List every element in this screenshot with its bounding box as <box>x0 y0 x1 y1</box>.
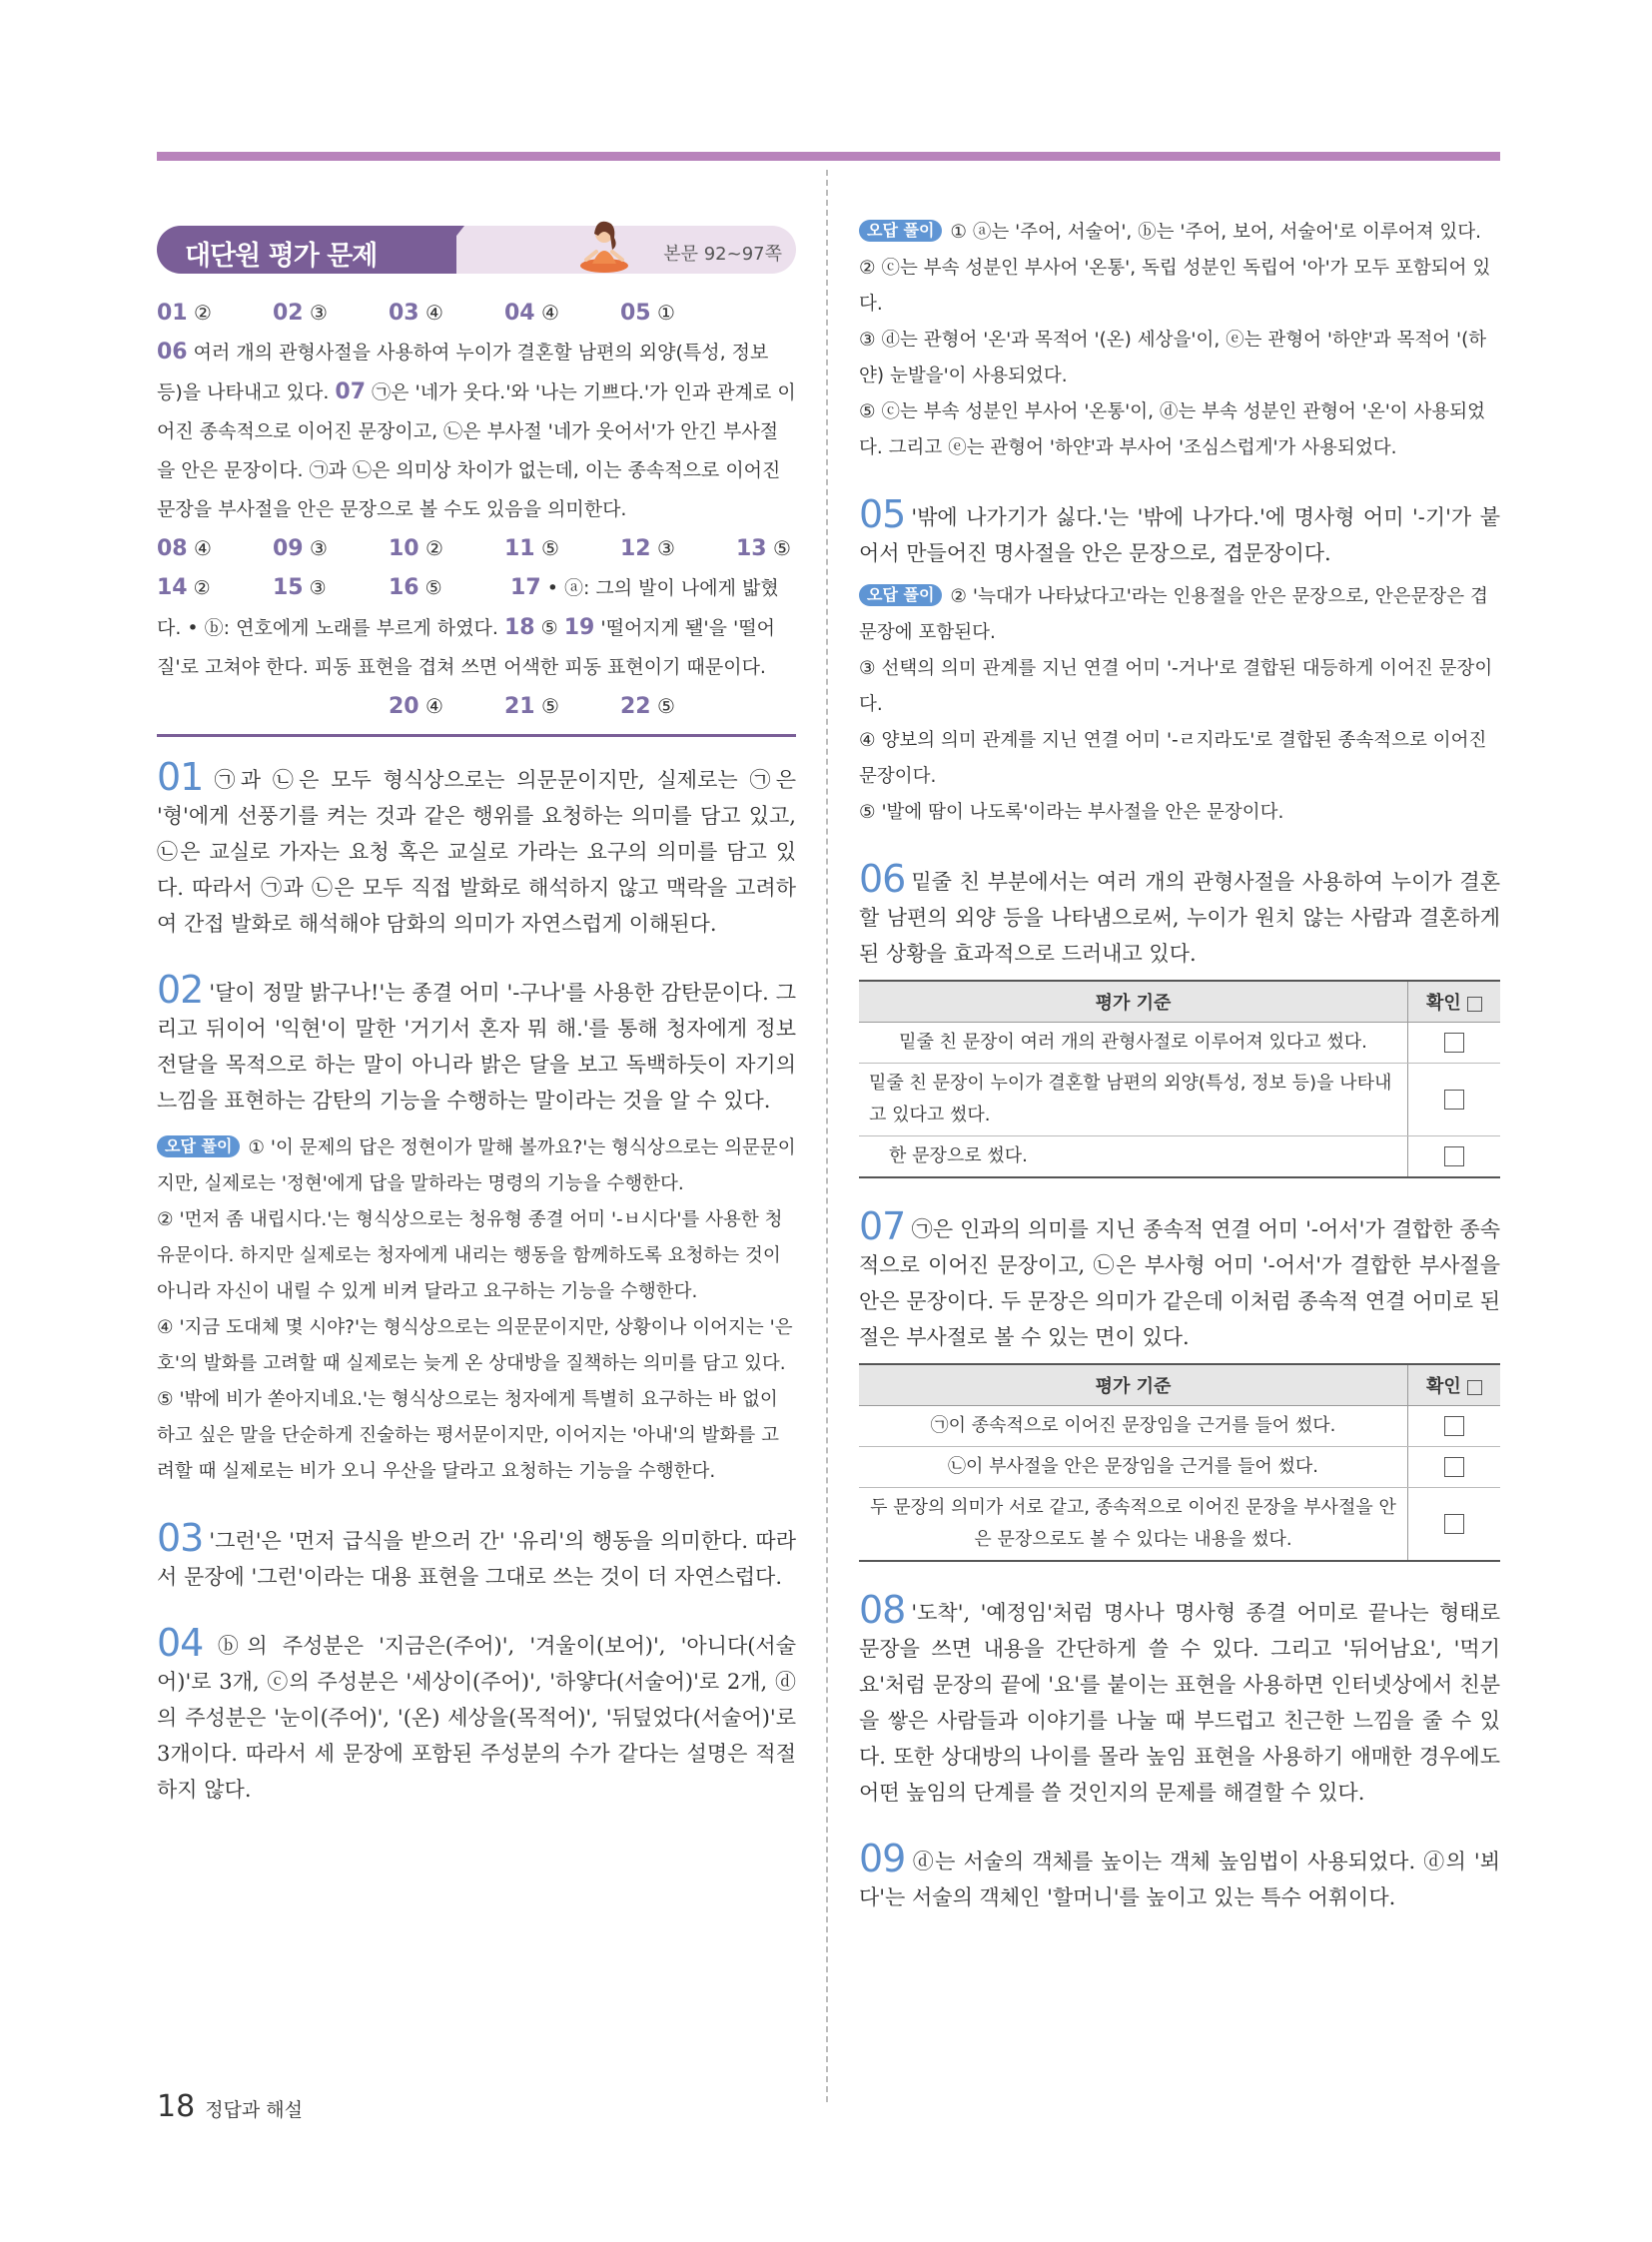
wrong-answer-badge: 오답 풀이 <box>859 220 942 242</box>
table-row: 한 문장으로 썼다. <box>859 1136 1500 1178</box>
criteria-header: 평가 기준 <box>859 1364 1408 1406</box>
explanation-02: 02 '달이 정말 밝구나!'는 종결 어미 '-구나'를 사용한 감탄문이다. 그리고 뒤이어 '익현'이 말한 '거기서 혼자 뭐 해.'를 통해 청자에게 정보 전달을 목적으로 하는 말이 아니라 밝은 달을 보고 독백하듯이 자기의 느낌을 표현하는 감탄의 기능을 수행하는 말이라는 것을 알 수 있다. <box>157 968 796 1113</box>
left-column <box>157 222 796 1838</box>
answer-item: 22 ⑤ <box>620 694 675 719</box>
explanation-08: 08 '도착', '예정임'처럼 명사나 명사형 종결 어미로 끝나는 형태로 문장을 쓰면 내용을 간단하게 쓸 수 있다. 그리고 '뒤어남요', '먹기요'처럼 문장의 끝에 '요'를 붙이는 표현을 사용하면 인터넷상에서 친분을 쌓은 사람들과 이야기를 나눌 때 부드럽고 친근한 느낌을 줄 수 있다. 또한 상대방의 나이를 몰라 높임 표현을 사용하기 애매한 경우에도 어떤 높임의 단계를 쓸 것인지의 문제를 해결할 수 있다. <box>859 1588 1500 1805</box>
wrong-answer-05: 오답 풀이 ② '늑대가 나타났다고'라는 인용절을 안은 문장으로, 안은문장은 겹문장에 포함된다. ③ 선택의 의미 관계를 지닌 연결 어미 '-거나'로 결합된 대등하게 이어진 문장이다. ④ 양보의 의미 관계를 지닌 연결 어미 '-ㄹ지라도'로 결합된 종속적으로 이어진 문장이다. ⑤ '발에 땀이 나도록'이라는 부사절을 안은 문장이다. <box>859 585 1493 823</box>
check-box[interactable] <box>1444 1416 1464 1436</box>
page-number: 18 <box>157 2089 196 2124</box>
answer-grid <box>157 294 796 726</box>
explanation-04: 04 ⓑ의 주성분은 '지금은(주어)', '겨울이(보어)', '아니다(서술어)'로 3개, ⓒ의 주성분은 '세상이(주어)', '하얗다(서술어)'로 2개, ⓓ의 주성분은 '눈이(주어)', '(온) 세상을(목적어)', '뒤덮었다(서술어)'로 3개이다. 따라서 세 문장에 포함된 주성분의 수가 같다는 설명은 적절하지 않다. <box>157 1621 796 1802</box>
answer-14-19-text: 14 ② 15 ③ 16 ⑤ 17 • ⓐ: 그의 발이 나에게 밟혔다. • ⓑ: 연호에게 노래를 부르게 하였다. 18 ⑤ 19 '떨어지게 됄'을 '떨어질'로 고쳐야 한다. 피동 표현을 겹쳐 쓰면 어색한 피동 표현이기 때문이다. <box>157 575 779 678</box>
table-row: 두 문장의 의미가 서로 같고, 종속적으로 이어진 문장을 부사절을 안은 문장으로도 볼 수 있다는 내용을 썼다. <box>859 1488 1500 1562</box>
answer-item: 04 ④ <box>504 301 559 326</box>
answer-item: 09 ③ <box>273 536 328 561</box>
wrong-answer-04: 오답 풀이 ① ⓐ는 '주어, 서술어', ⓑ는 '주어, 보어, 서술어'로 이루어져 있다. ② ⓒ는 부속 성분인 부사어 '온통', 독립 성분인 독립어 '아'가 모두 포함되어 있다. ③ ⓓ는 관형어 '온'과 목적어 '(온) 세상을'이, ⓔ는 관형어 '하얀'과 목적어 '(하얀) 눈발을'이 사용되었다. ⑤ ⓒ는 부속 성분인 부사어 '온통'이, ⓓ는 부속 성분인 관형어 '온'이 사용되었다. 그리고 ⓔ는 관형어 '하얀'과 부사어 '조심스럽게'가 사용되었다. <box>859 221 1491 458</box>
section-title: 대단원 평가 문제 <box>185 241 378 272</box>
check-box[interactable] <box>1444 1033 1464 1053</box>
answer-item: 03 ④ <box>389 301 443 326</box>
check-box[interactable] <box>1444 1146 1464 1166</box>
answer-item: 02 ③ <box>273 301 328 326</box>
check-box[interactable] <box>1444 1090 1464 1110</box>
column-divider <box>826 170 828 2102</box>
checkbox-icon <box>1467 1380 1482 1395</box>
wrong-answer-02: 오답 풀이 ① '이 문제의 답은 정현이가 말해 볼까요?'는 형식상으로는 의문문이지만, 실제로는 '정현'에게 답을 말하라는 명령의 기능을 수행한다. ② '먼저 좀 내립시다.'는 형식상으로는 청유형 종결 어미 '-ㅂ시다'를 사용한 청유문이다. 하지만 실제로는 청자에게 내리는 행동을 함께하도록 요청하는 것이 아니라 자신이 내릴 수 있게 비켜 달라고 요구하는 기능을 수행한다. ④ '지금 도대체 몇 시야?'는 형식상으로는 의문문이지만, 상황이나 이어지는 '은호'의 발화를 고려할 때 실제로는 늦게 온 상대방을 질책하는 의미를 담고 있다. ⑤ '밖에 비가 쏟아지네요.'는 형식상으로는 청자에게 특별히 요구하는 바 없이 하고 싶은 말을 단순하게 진술하는 평서문이지만, 이어지는 '아내'의 발화를 고려할 때 실제로는 비가 오니 우산을 달라고 요청하는 기능을 수행한다. <box>157 1136 796 1482</box>
right-column <box>859 215 1500 1945</box>
meditating-person-icon <box>574 216 634 274</box>
check-header: 확인 <box>1408 1364 1501 1406</box>
answer-row <box>157 294 796 333</box>
summary-divider <box>157 734 796 737</box>
table-row: 밑줄 친 문장이 여러 개의 관형사절로 이루어져 있다고 썼다. <box>859 1023 1500 1064</box>
answer-item: 21 ⑤ <box>504 694 559 719</box>
table-row: 밑줄 친 문장이 누이가 결혼할 남편의 외양(특성, 정보 등)을 나타내고 있다고 썼다. <box>859 1064 1500 1136</box>
explanation-05: 05 '밖에 나가기가 싫다.'는 '밖에 나가다.'에 명사형 어미 '-기'가 붙어서 만들어진 명사절을 안은 문장으로, 겹문장이다. <box>859 492 1500 565</box>
answer-06-07-text: 06 여러 개의 관형사절을 사용하여 누이가 결혼할 남편의 외양(특성, 정보 등)을 나타내고 있다. 07 ㉠은 '네가 웃다.'와 '나는 기쁘다.'가 인과 관계로 이어진 종속적으로 이어진 문장이고, ㉡은 부사절 '네가 웃어서'가 안긴 부사절을 안은 문장이다. ㉠과 ㉡은 의미상 차이가 없는데, 이는 종속적으로 이어진 문장을 부사절을 안은 문장으로 볼 수도 있음을 의미한다. <box>157 340 796 520</box>
answer-item: 13 ⑤ <box>736 536 791 561</box>
footer-label: 정답과 해설 <box>205 2099 303 2121</box>
top-accent-bar <box>157 152 1500 161</box>
answer-item: 10 ② <box>389 536 443 561</box>
section-banner <box>157 222 796 274</box>
answer-item: 20 ④ <box>389 694 443 719</box>
answer-item: 08 ④ <box>157 536 212 561</box>
criteria-table-06 <box>859 980 1500 1178</box>
table-row: ㉡이 부사절을 안은 문장임을 근거를 들어 썼다. <box>859 1447 1500 1488</box>
answer-item: 11 ⑤ <box>504 536 559 561</box>
criteria-header: 평가 기준 <box>859 981 1408 1023</box>
page-footer <box>157 2089 303 2124</box>
answer-item: 05 ① <box>620 301 675 326</box>
explanation-09: 09 ⓓ는 서술의 객체를 높이는 객체 높임법이 사용되었다. ⓓ의 '뵈다'는 서술의 객체인 '할머니'를 높이고 있는 특수 어휘이다. <box>859 1837 1500 1909</box>
checkbox-icon <box>1467 997 1482 1012</box>
answer-row <box>157 687 796 726</box>
answer-item: 12 ③ <box>620 536 675 561</box>
answer-item: 01 ② <box>157 301 212 326</box>
wrong-answer-badge: 오답 풀이 <box>859 584 942 606</box>
check-box[interactable] <box>1444 1457 1464 1477</box>
criteria-table-07 <box>859 1363 1500 1562</box>
explanation-06: 06 밑줄 친 부분에서는 여러 개의 관형사절을 사용하여 누이가 결혼할 남편의 외양 등을 나타냄으로써, 누이가 원치 않는 사람과 결혼하게 된 상황을 효과적으로 드러내고 있다. <box>859 857 1500 966</box>
check-box[interactable] <box>1444 1514 1464 1534</box>
table-row: ㉠이 종속적으로 이어진 문장임을 근거를 들어 썼다. <box>859 1406 1500 1447</box>
explanation-07: 07 ㉠은 인과의 의미를 지닌 종속적 연결 어미 '-어서'가 결합한 종속적으로 이어진 문장이고, ㉡은 부사형 어미 '-어서'가 결합한 부사절을 안은 문장이다. 두 문장은 의미가 같은데 이처럼 종속적 연결 어미로 된 절은 부사절로 볼 수 있는 면이 있다. <box>859 1204 1500 1349</box>
explanation-03: 03 '그런'은 '먼저 급식을 받으러 간' '유리'의 행동을 의미한다. 따라서 문장에 '그런'이라는 대용 표현을 그대로 쓰는 것이 더 자연스럽다. <box>157 1516 796 1589</box>
page-reference: 본문 92~97쪽 <box>663 244 782 265</box>
explanation-01: 01 ㉠과 ㉡은 모두 형식상으로는 의문문이지만, 실제로는 ㉠은 '형'에게 선풍기를 켜는 것과 같은 행위를 요청하는 의미를 담고 있고, ㉡은 교실로 가자는 요청 혹은 교실로 가라는 요구의 의미를 담고 있다. 따라서 ㉠과 ㉡은 모두 직접 발화로 해석하지 않고 맥락을 고려하여 간접 발화로 해석해야 담화의 의미가 자연스럽게 이해된다. <box>157 755 796 936</box>
wrong-answer-badge: 오답 풀이 <box>157 1135 240 1157</box>
answer-row <box>157 529 796 568</box>
check-header: 확인 <box>1408 981 1501 1023</box>
